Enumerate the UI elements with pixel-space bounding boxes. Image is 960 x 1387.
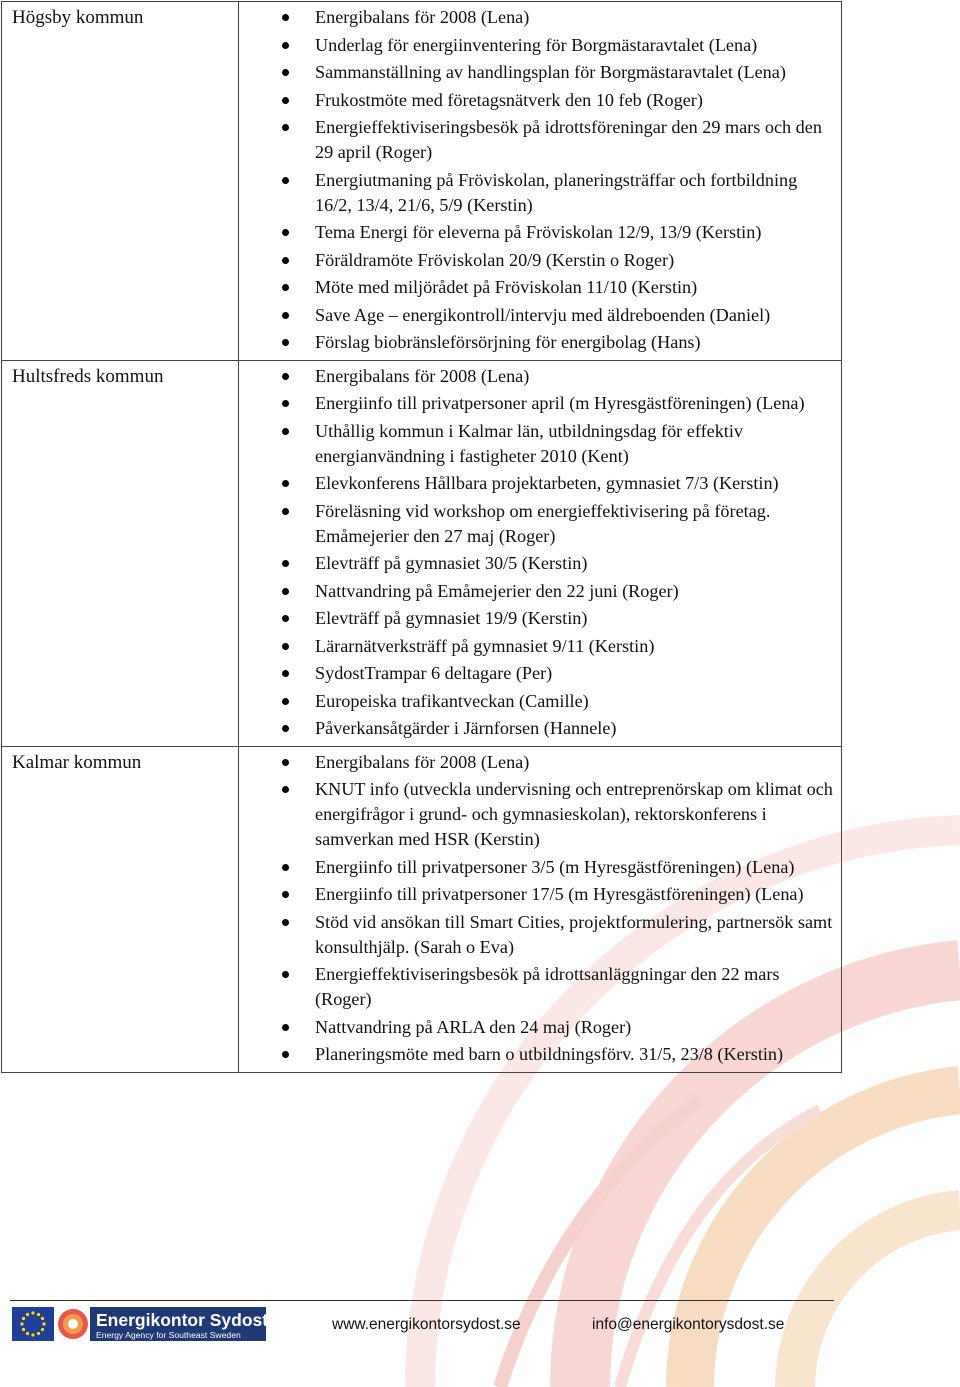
activity-list — [239, 5, 837, 360]
list-item: Energiinfo till privatpersoner 3/5 (m Hyresgästföreningen) (Lena) — [239, 855, 837, 880]
list-item: Europeiska trafikantveckan (Camille) — [239, 689, 837, 714]
activity-list — [239, 364, 837, 746]
list-item: Energiinfo till privatpersoner 17/5 (m Hyresgästföreningen) (Lena) — [239, 882, 837, 907]
list-item: Elevträff på gymnasiet 19/9 (Kerstin) — [239, 606, 837, 631]
footer-divider — [10, 1300, 834, 1301]
footer — [0, 1290, 960, 1387]
list-item: Energiinfo till privatpersoner april (m Hyresgästföreningen) (Lena) — [239, 391, 837, 416]
list-item: Elevträff på gymnasiet 30/5 (Kerstin) — [239, 551, 837, 576]
list-item: Tema Energi för eleverna på Fröviskolan 12/9, 13/9 (Kerstin) — [239, 220, 837, 245]
activity-list — [239, 750, 837, 1072]
list-item: Föräldramöte Fröviskolan 20/9 (Kerstin o Roger) — [239, 248, 837, 273]
list-item: Save Age – energikontroll/intervju med äldreboenden (Daniel) — [239, 303, 837, 328]
list-item: Frukostmöte med företagsnätverk den 10 feb (Roger) — [239, 88, 837, 113]
list-item: Föreläsning vid workshop om energieffektivisering på företag. Emåmejerier den 27 maj (Roger) — [239, 499, 837, 549]
table-row — [2, 746, 842, 1072]
website-link[interactable]: www.energikontorsydost.se — [332, 1316, 521, 1333]
list-item: Energibalans för 2008 (Lena) — [239, 364, 837, 389]
municipality-name: Hultsfreds kommun — [2, 360, 239, 746]
list-item: Nattvandring på ARLA den 24 maj (Roger) — [239, 1015, 837, 1040]
municipality-name: Kalmar kommun — [2, 746, 239, 1072]
eu-flag-icon — [12, 1307, 54, 1341]
list-item: Energieffektiviseringsbesök på idrottsföreningar den 29 mars och den 29 april (Roger) — [239, 115, 837, 165]
list-item: Möte med miljörådet på Fröviskolan 11/10 (Kerstin) — [239, 275, 837, 300]
list-item: Energibalans för 2008 (Lena) — [239, 750, 837, 775]
list-item: Planeringsmöte med barn o utbildningsförv. 31/5, 23/8 (Kerstin) — [239, 1042, 837, 1067]
list-item: Stöd vid ansökan till Smart Cities, projektformulering, partnersök samt konsulthjälp. (Sarah o Eva) — [239, 910, 837, 960]
table-row — [2, 360, 842, 746]
list-item: Energiutmaning på Fröviskolan, planeringsträffar och fortbildning 16/2, 13/4, 21/6, 5/9 (Kerstin) — [239, 168, 837, 218]
list-item: Underlag för energiinventering för Borgmästaravtalet (Lena) — [239, 33, 837, 58]
list-item: Uthållig kommun i Kalmar län, utbildningsdag för effektiv energianvändning i fastigheter 2010 (Kent) — [239, 419, 837, 469]
list-item: SydostTrampar 6 deltagare (Per) — [239, 661, 837, 686]
list-item: Förslag biobränsleförsörjning för energibolag (Hans) — [239, 330, 837, 355]
logo-name: Energikontor Sydost — [96, 1310, 269, 1330]
energikontor-logo-icon — [56, 1307, 90, 1341]
activity-cell — [239, 746, 842, 1072]
list-item: Lärarnätverksträff på gymnasiet 9/11 (Kerstin) — [239, 634, 837, 659]
list-item: Energibalans för 2008 (Lena) — [239, 5, 837, 30]
activity-cell — [239, 2, 842, 361]
list-item: KNUT info (utveckla undervisning och entreprenörskap om klimat och energifrågor i grund- och gymnasieskolan), rektorskonferens i samverkan med HSR (Kerstin) — [239, 777, 837, 852]
list-item: Elevkonferens Hållbara projektarbeten, gymnasiet 7/3 (Kerstin) — [239, 471, 837, 496]
email-link[interactable]: info@energikontorysdost.se — [592, 1316, 785, 1333]
activity-cell — [239, 360, 842, 746]
list-item: Sammanställning av handlingsplan för Borgmästaravtalet (Lena) — [239, 60, 837, 85]
municipality-name: Högsby kommun — [2, 2, 239, 361]
table-row — [2, 2, 842, 361]
list-item: Nattvandring på Emåmejerier den 22 juni (Roger) — [239, 579, 837, 604]
logo-tagline: Energy Agency for Southeast Sweden — [96, 1330, 241, 1340]
list-item: Påverkansåtgärder i Järnforsen (Hannele) — [239, 716, 837, 741]
activity-table — [1, 1, 842, 1073]
list-item: Energieffektiviseringsbesök på idrottsanläggningar den 22 mars (Roger) — [239, 962, 837, 1012]
